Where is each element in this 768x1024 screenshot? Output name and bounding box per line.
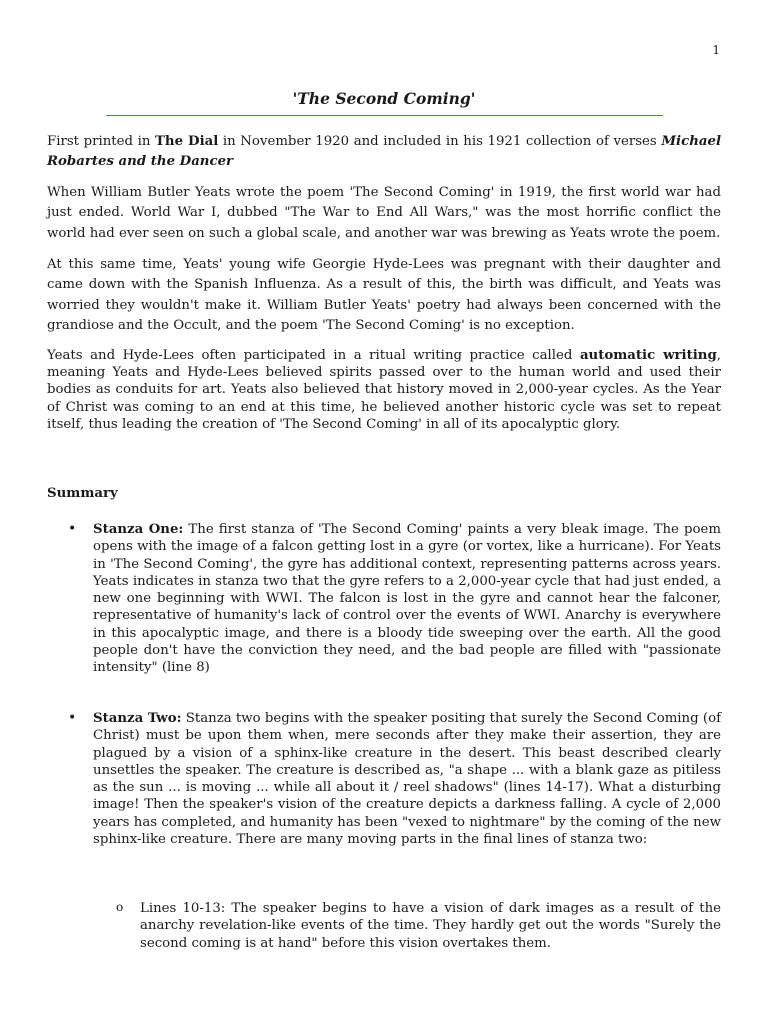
lines-10-13-item: Lines 10-13: The speaker begins to have a vision of dark images as a result of the anarchy revelation-like events of the time. They hardly get out the words "Surely the second coming is at hand" before this vision overtakes them. (140, 901, 721, 951)
stanza-one-item (93, 521, 721, 677)
stanza-two-text: Stanza two begins with the speaker positing that surely the Second Coming (of Christ) must be upon them when, mere seconds after they make their assertion, they are plagued by a vision of a sphinx-like creature in the desert. This beast described clearly unsettles the speaker. The creature is described as, "a shape ... with a blank gaze as pitiless as the sun ... is moving ... while all about it / reel shadows" (lines 14-17). What a disturbing image! Then the speaker's vision of the creature depicts a darkness falling. A cycle of 2,000 years has completed, and humanity has been "vexed to nightmare" by the coming of the new sphinx-like creature. There are many moving parts in the final lines of stanza two: (93, 711, 722, 848)
bullet-icon: • (68, 521, 77, 537)
paragraph-automatic-writing (47, 347, 721, 433)
p4-text-2: , meaning Yeats and Hyde-Lees believed spirits passed over to the human world and used their bodies as conduits for art. Yeats also believed that history moved in 2,000-year cycles. As the Year of Christ was coming to an end at this time, he believed another historic cycle was set to repeat itself, thus leading the creation of 'The Second Coming' in all of its apocalyptic glory. (47, 348, 722, 432)
paragraph-context-war: When William Butler Yeats wrote the poem 'The Second Coming' in 1919, the first world war had just ended. World War I, dubbed "The War to End All Wars," was the most horrific conflict the world had ever seen on such a global scale, and another war was brewing as Yeats wrote the poem. (47, 185, 721, 241)
intro-text-2: in November 1920 and included in his 1921 collection of verses (218, 134, 662, 149)
title-underline (106, 115, 663, 116)
intro-text-1: First printed in (47, 134, 156, 149)
collection-title: Michael Robartes and the Dancer (47, 134, 721, 170)
page-number: 1 (712, 43, 720, 57)
paragraph-hyde-lees: At this same time, Yeats' young wife Georgie Hyde-Lees was pregnant with their daughter and came down with the Spanish Influenza. As a result of this, the birth was difficult, and Yeats was worried they wouldn't make it. William Butler Yeats' poetry had always been concerned with the grandiose and the Occult, and the poem 'The Second Coming' is no exception. (47, 257, 721, 333)
document-title: 'The Second Coming' (292, 89, 476, 108)
stanza-one-label: Stanza One: (93, 522, 184, 537)
intro-paragraph (47, 132, 721, 173)
stanza-two-label: Stanza Two: (93, 711, 182, 726)
bullet-icon: • (68, 710, 77, 726)
stanza-one-text: The first stanza of 'The Second Coming' paints a very bleak image. The poem opens with the image of a falcon getting lost in a gyre (or vortex, like a hurricane). For Yeats in 'The Second Coming', the gyre has additional context, representing patterns across years. Yeats indicates in stanza two that the gyre refers to a 2,000-year cycle that had just ended, a new one beginning with WWI. The falcon is lost in the gyre and cannot hear the falconer, representative of humanity's lack of control over the events of WWI. Anarchy is everywhere in this apocalyptic image, and there is a bloody tide sweeping over the earth. All the good people don't have the conviction they need, and the bad people are filled with "passionate intensity" (line 8) (93, 522, 721, 676)
sub-bullet-icon: o (116, 900, 124, 914)
summary-heading: Summary (47, 486, 118, 501)
p4-text-1: Yeats and Hyde-Lees often participated in a ritual writing practice called (47, 348, 580, 363)
automatic-writing-term: automatic writing (579, 348, 717, 363)
publication-name: The Dial (155, 134, 219, 149)
stanza-two-item (93, 710, 721, 848)
